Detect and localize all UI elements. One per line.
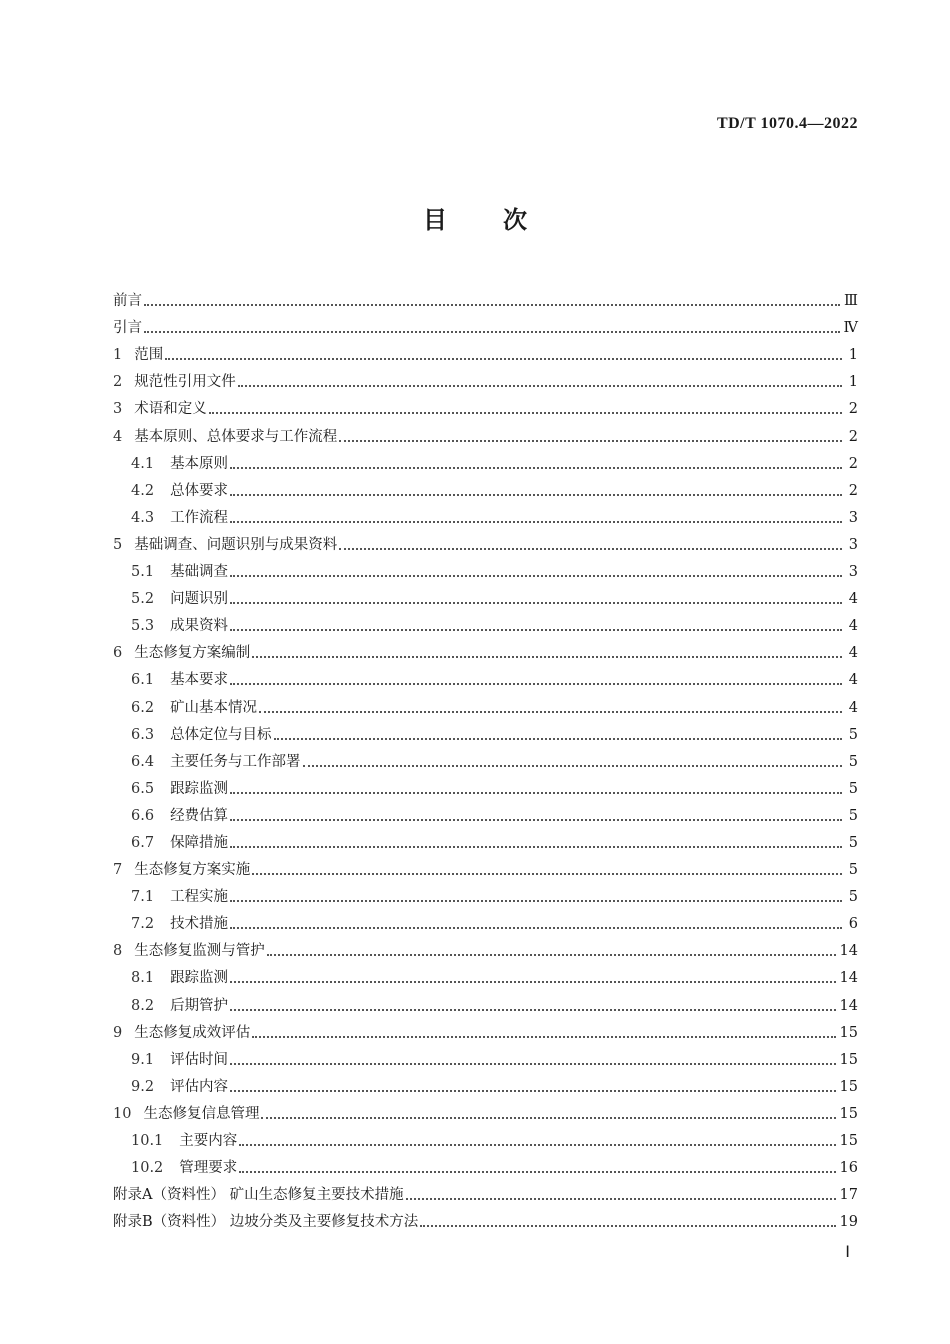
toc-entry-title: 生态修复成效评估 [134, 1024, 251, 1041]
toc-entry[interactable] [113, 419, 858, 446]
toc-entry-page: 5 [848, 753, 858, 770]
doc-code: TD/T 1070.4—2022 [716, 115, 858, 132]
toc-entry-number: 6.7 [131, 834, 155, 851]
toc-dot-leader [230, 818, 842, 821]
toc-entry-number: 5.2 [131, 591, 155, 608]
toc-entry-number: 7.1 [131, 889, 155, 906]
toc-entry-page: 2 [848, 428, 858, 445]
toc-entry-number: 6.2 [131, 699, 155, 716]
toc-dot-leader [230, 980, 835, 983]
toc-entry-page: 2 [848, 455, 858, 472]
toc-entry-title: 成果资料 [170, 618, 229, 635]
toc-entry-page: 3 [848, 564, 858, 581]
toc-dot-leader [252, 655, 842, 658]
toc-dot-leader [230, 926, 842, 929]
toc-entry-number: 10.1 [131, 1133, 164, 1149]
toc-entry-number: 7.2 [131, 916, 155, 933]
toc-entry-number: 9.2 [131, 1078, 155, 1095]
toc-entry-title: 评估内容 [170, 1078, 229, 1095]
toc-dot-leader [230, 601, 842, 604]
toc-entry-title: 术语和定义 [134, 401, 207, 418]
toc-dot-leader [230, 574, 842, 577]
toc-entry[interactable] [113, 555, 858, 582]
toc-entry[interactable] [113, 988, 858, 1015]
toc-entry[interactable] [113, 826, 858, 853]
toc-dot-leader [420, 1224, 835, 1227]
toc-entry[interactable] [113, 690, 858, 717]
toc-entry[interactable] [113, 338, 858, 365]
toc-entry-page: 5 [848, 780, 858, 797]
toc-dot-leader [230, 899, 842, 902]
toc-entry-number: 5.1 [131, 564, 155, 581]
toc-dot-leader [274, 737, 842, 740]
toc-entry-page: 15 [839, 1024, 858, 1041]
toc-entry-number: 8 [113, 943, 123, 960]
toc-entry-title: 基本原则 [170, 455, 229, 472]
toc-entry-title: 基础调查、问题识别与成果资料 [134, 536, 338, 553]
toc-entry-number: 1 [113, 347, 123, 364]
toc-entry[interactable] [113, 447, 858, 474]
toc-entry-title: 生态修复方案编制 [134, 645, 251, 662]
toc-dot-leader [230, 466, 842, 469]
toc-entry-page: 17 [839, 1187, 858, 1204]
toc-dot-leader [230, 1062, 835, 1065]
toc-entry-title: 规范性引用文件 [134, 374, 236, 391]
page-number: Ⅰ [845, 1244, 850, 1261]
toc-entry[interactable] [113, 1151, 858, 1178]
toc-entry[interactable] [113, 311, 858, 338]
toc-entry-page: 14 [839, 997, 858, 1014]
toc-entry[interactable] [113, 392, 858, 419]
toc-entry-title: 跟踪监测 [170, 780, 229, 797]
toc-entry[interactable] [113, 474, 858, 501]
toc-entry-page: 5 [848, 834, 858, 851]
toc-entry-title: 前言 [113, 293, 142, 310]
toc-entry-title: 总体定位与目标 [170, 726, 272, 743]
toc-entry-number: 6.3 [131, 726, 155, 743]
toc-entry[interactable] [113, 961, 858, 988]
toc-entry[interactable] [113, 1205, 858, 1232]
toc-entry-number: 6.1 [131, 672, 155, 689]
toc-dot-leader [252, 872, 842, 875]
toc-entry-page: 15 [839, 1133, 858, 1149]
toc-dot-leader [165, 357, 842, 360]
toc-entry-title: 基本要求 [170, 672, 229, 689]
toc-dot-leader [230, 628, 842, 631]
toc-entry-page: 5 [848, 862, 858, 879]
toc-entry-title: 主要任务与工作部署 [170, 753, 301, 770]
toc-entry-number: 5.3 [131, 618, 155, 635]
toc-entry[interactable] [113, 772, 858, 799]
toc-entry[interactable] [113, 718, 858, 745]
toc-entry-page: 4 [848, 645, 858, 662]
toc-entry-number: 6.6 [131, 807, 155, 824]
toc-entry-title: 跟踪监测 [170, 970, 229, 987]
toc-entry-title: 评估时间 [170, 1051, 229, 1068]
toc-entry-title: 生态修复信息管理 [143, 1105, 260, 1122]
page-title: 目次 [423, 205, 583, 234]
toc-dot-leader [230, 682, 842, 685]
toc-entry-page: 1 [848, 347, 858, 364]
toc-entry-page: 4 [848, 591, 858, 608]
toc-dot-leader [238, 384, 842, 387]
toc-dot-leader [239, 1143, 835, 1146]
toc-dot-leader [144, 330, 840, 333]
toc-entry-title: 生态修复监测与管护 [134, 943, 265, 960]
toc-entry-title: 矿山基本情况 [170, 699, 258, 716]
toc-entry-page: 15 [839, 1105, 858, 1122]
toc-entry-number: 2 [113, 374, 123, 391]
toc-entry-page: 14 [839, 943, 858, 960]
toc-entry-number: 6 [113, 645, 123, 662]
toc-entry-title: 管理要求 [179, 1160, 238, 1177]
toc-entry-number: 7 [113, 862, 123, 879]
toc-dot-leader [144, 303, 840, 306]
toc-dot-leader [230, 845, 842, 848]
toc-entry[interactable] [113, 1043, 858, 1070]
toc-entry-title: 工作流程 [170, 509, 229, 526]
toc-entry-title: 后期管护 [170, 997, 229, 1014]
toc-entry-page: 5 [848, 889, 858, 906]
toc-entry-page: 5 [848, 807, 858, 824]
toc-dot-leader [209, 411, 842, 414]
toc-entry[interactable] [113, 1124, 858, 1151]
toc-entry-number: 8.1 [131, 970, 155, 987]
toc-entry[interactable] [113, 907, 858, 934]
toc-entry[interactable] [113, 365, 858, 392]
toc-entry-title: 生态修复方案实施 [134, 862, 251, 879]
toc-entry-title: 附录B（资料性） 边坡分类及主要修复技术方法 [113, 1214, 419, 1231]
toc-entry[interactable] [113, 1070, 858, 1097]
toc-dot-leader [303, 764, 842, 767]
toc-entry[interactable] [113, 1178, 858, 1205]
toc-dot-leader [261, 1116, 835, 1119]
toc-entry-number: 4.3 [131, 509, 155, 526]
toc-dot-leader [252, 1035, 835, 1038]
toc-entry-title: 引言 [113, 320, 142, 337]
toc-entry-number: 10.2 [131, 1160, 164, 1177]
toc-entry-page: 4 [848, 699, 858, 716]
toc-entry-title: 技术措施 [170, 916, 229, 933]
toc-entry[interactable] [113, 636, 858, 663]
toc-entry[interactable] [113, 799, 858, 826]
toc-entry-page: Ⅲ [844, 293, 858, 310]
toc-entry[interactable] [113, 501, 858, 528]
toc-dot-leader [406, 1197, 836, 1200]
toc-entry[interactable] [113, 284, 858, 311]
toc-dot-leader [339, 547, 842, 550]
toc-entry-number: 4 [113, 428, 123, 445]
toc-entry-page: 16 [839, 1160, 858, 1177]
toc-dot-leader [259, 710, 842, 713]
toc-entry-number: 5 [113, 536, 123, 553]
toc-dot-leader [239, 1170, 835, 1173]
toc-dot-leader [267, 953, 836, 956]
toc-entry-page: 3 [848, 509, 858, 526]
toc-entry-page: 2 [848, 482, 858, 499]
toc-entry[interactable] [113, 1016, 858, 1043]
toc-entry-title: 保障措施 [170, 834, 229, 851]
toc-entry-title: 基础调查 [170, 564, 229, 581]
toc-dot-leader [230, 1008, 835, 1011]
toc-entry-title: 主要内容 [179, 1133, 238, 1149]
toc-entry-page: 19 [839, 1214, 858, 1231]
toc-entry-number: 10 [113, 1105, 132, 1122]
toc-entry[interactable] [113, 582, 858, 609]
toc-entry-number: 9.1 [131, 1051, 155, 1068]
toc-entry-title: 总体要求 [170, 482, 229, 499]
toc-entry-page: 5 [848, 726, 858, 743]
toc-entry[interactable] [113, 745, 858, 772]
toc-entry-number: 6.4 [131, 753, 155, 770]
toc-entry-number: 4.2 [131, 482, 155, 499]
toc-entry-title: 范围 [134, 347, 164, 364]
toc-entry-title: 问题识别 [170, 591, 229, 608]
toc-entry-number: 4.1 [131, 455, 155, 472]
toc-dot-leader [230, 520, 842, 523]
toc-entry-title: 工程实施 [170, 889, 229, 906]
toc-entry-number: 3 [113, 401, 123, 418]
toc-entry-title: 经费估算 [170, 807, 229, 824]
toc-entry-title: 基本原则、总体要求与工作流程 [134, 428, 338, 445]
toc-entry-number: 8.2 [131, 997, 155, 1014]
toc-entry[interactable] [113, 934, 858, 961]
toc-entry-number: 9 [113, 1024, 123, 1041]
toc-entry[interactable] [113, 1097, 858, 1124]
toc-entry-page: 1 [848, 374, 858, 391]
toc-entry-page: 4 [848, 618, 858, 635]
toc-entry-number: 6.5 [131, 780, 155, 797]
toc-dot-leader [230, 1089, 835, 1092]
toc-entry[interactable] [113, 528, 858, 555]
toc-entry[interactable] [113, 609, 858, 636]
toc-entry-page: 6 [848, 916, 858, 933]
toc-entry-page: 15 [839, 1051, 858, 1068]
toc-entry[interactable] [113, 853, 858, 880]
toc-entry-title: 附录A（资料性） 矿山生态修复主要技术措施 [113, 1187, 404, 1204]
toc-entry-page: 15 [839, 1078, 858, 1095]
toc-entry-page: 4 [848, 672, 858, 689]
toc-entry-page: 14 [839, 970, 858, 987]
toc-entry[interactable] [113, 663, 858, 690]
toc-dot-leader [230, 493, 842, 496]
toc-entry-page: 3 [848, 536, 858, 553]
toc-entry-page: Ⅳ [843, 320, 858, 337]
toc-dot-leader [339, 439, 842, 442]
toc-dot-leader [230, 791, 842, 794]
toc-entry-page: 2 [848, 401, 858, 418]
toc-entry[interactable] [113, 880, 858, 907]
table-of-contents [113, 284, 858, 1232]
